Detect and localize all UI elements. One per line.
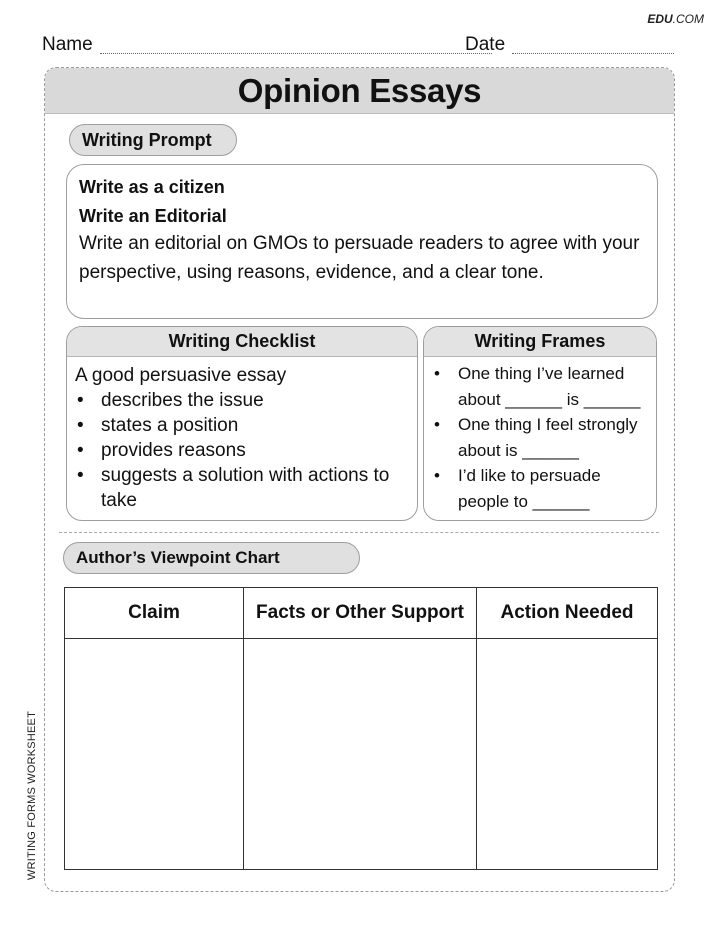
frame-item: • One thing I feel strongly about is ______ <box>430 412 650 463</box>
claim-cell[interactable] <box>65 639 244 870</box>
facts-cell[interactable] <box>244 639 477 870</box>
logo-rest: .COM <box>672 12 704 26</box>
writing-prompt-box <box>66 164 658 319</box>
writing-prompt-label: Writing Prompt <box>69 124 237 156</box>
page-title: Opinion Essays <box>45 68 674 114</box>
writing-checklist-panel <box>66 326 418 521</box>
writing-frames-panel <box>423 326 657 521</box>
frame-item: • I’d like to persuade people to ______ <box>430 463 650 514</box>
name-date-row <box>42 34 674 56</box>
prompt-body: Write an editorial on GMOs to persuade readers to agree with your perspective, using reasons, evidence, and a clear tone. <box>79 233 640 283</box>
column-header-facts: Facts or Other Support <box>244 588 477 639</box>
frames-title: Writing Frames <box>424 327 656 357</box>
viewpoint-chart-label: Author’s Viewpoint Chart <box>63 542 360 574</box>
checklist-intro: A good persuasive essay <box>75 365 287 386</box>
viewpoint-chart-table <box>64 587 658 870</box>
checklist-item: • provides reasons <box>75 438 409 463</box>
action-cell[interactable] <box>477 639 658 870</box>
frames-list <box>430 361 650 514</box>
chart-writing-row <box>65 639 658 870</box>
date-field[interactable] <box>512 53 674 54</box>
checklist-item: • states a position <box>75 413 409 438</box>
name-field[interactable] <box>100 53 492 54</box>
section-divider <box>59 532 659 533</box>
checklist-title: Writing Checklist <box>67 327 417 357</box>
chart-header-row <box>65 588 658 639</box>
frame-item: • One thing I’ve learned about ______ is ______ <box>430 361 650 412</box>
logo-bold: EDU <box>647 12 673 26</box>
column-header-action: Action Needed <box>477 588 658 639</box>
checklist-body <box>67 357 417 519</box>
edu-logo <box>647 12 704 26</box>
side-label: WRITING FORMS WORKSHEET <box>26 711 38 880</box>
date-label: Date <box>465 34 506 55</box>
checklist-item: • describes the issue <box>75 388 409 413</box>
frames-body <box>424 357 656 518</box>
checklist-list <box>75 388 409 513</box>
worksheet-card <box>44 67 675 892</box>
checklist-item: • suggests a solution with actions to take <box>75 463 409 513</box>
prompt-line-editorial: Write an Editorial <box>79 205 227 226</box>
prompt-line-citizen: Write as a citizen <box>79 177 225 197</box>
column-header-claim: Claim <box>65 588 244 639</box>
name-label: Name <box>42 34 93 55</box>
